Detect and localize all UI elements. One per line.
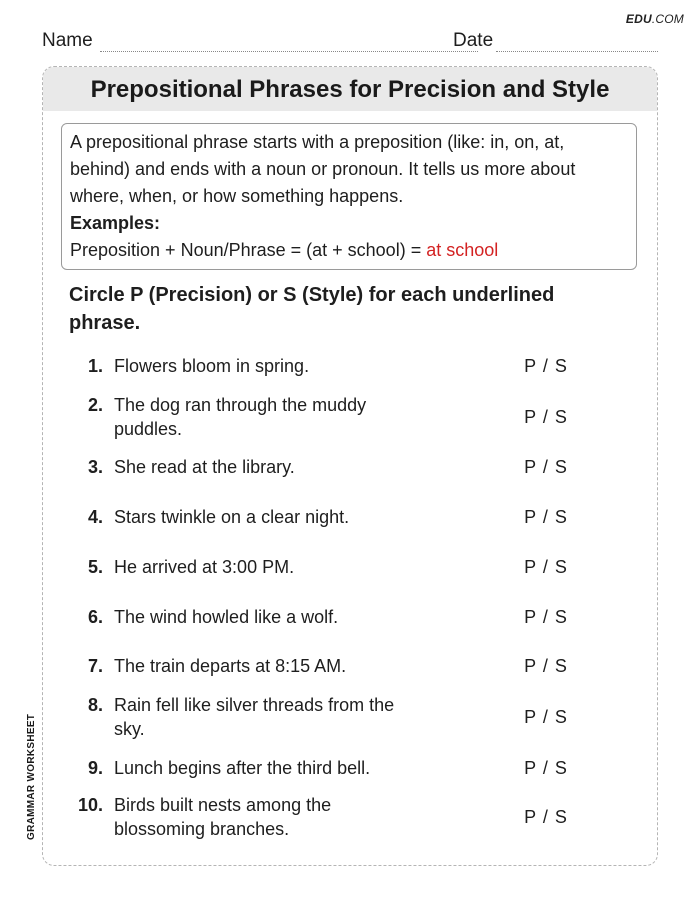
name-label: Name	[42, 30, 93, 51]
question-number: 7.	[87, 656, 103, 676]
question-number: 5.	[87, 557, 103, 577]
name-line[interactable]	[100, 51, 478, 52]
page-title: Prepositional Phrases for Precision and Style	[90, 76, 610, 103]
question-number: 6.	[87, 607, 103, 627]
question-text: Rain fell like silver threads from the sky.	[114, 695, 395, 739]
examples-label: Examples:	[70, 213, 161, 233]
question-text: Birds built nests among the blossoming branches.	[114, 795, 332, 839]
question-number: 4.	[87, 507, 103, 527]
side-label: GRAMMAR WORKSHEET	[26, 713, 37, 840]
question-number: 8.	[87, 695, 103, 715]
question-text: The dog ran through the muddy puddles.	[114, 395, 367, 439]
example-result: at school	[426, 240, 499, 260]
question-number: 9.	[87, 758, 103, 778]
name-date-row	[42, 30, 658, 54]
question-number: 10.	[77, 795, 103, 815]
answer-choice[interactable]: P / S	[524, 707, 568, 727]
answer-choice[interactable]: P / S	[524, 356, 568, 376]
answer-choice[interactable]: P / S	[524, 758, 568, 778]
question-text: She read at the library.	[114, 457, 295, 477]
answer-choice[interactable]: P / S	[524, 656, 568, 676]
answer-choice[interactable]: P / S	[524, 457, 568, 477]
question-text: The train departs at 8:15 AM.	[114, 656, 347, 676]
example-line	[70, 237, 628, 264]
brand-logo: EDU.COM	[625, 12, 684, 26]
answer-choice[interactable]: P / S	[524, 507, 568, 527]
title-bar	[43, 67, 657, 111]
example-formula: Preposition + Noun/Phrase = (at + school) =	[70, 240, 427, 260]
answer-choice[interactable]: P / S	[524, 407, 568, 427]
question-text: Flowers bloom in spring.	[114, 356, 310, 376]
question-number: 3.	[87, 457, 103, 477]
info-box	[61, 123, 637, 270]
answer-choice[interactable]: P / S	[524, 607, 568, 627]
question-number: 1.	[87, 356, 103, 376]
question-text: Lunch begins after the third bell.	[114, 758, 371, 778]
worksheet-panel	[42, 66, 658, 866]
question-text: The wind howled like a wolf.	[114, 607, 339, 627]
date-line[interactable]	[496, 51, 658, 52]
instruction: Circle P (Precision) or S (Style) for each underlined phrase.	[69, 284, 555, 334]
answer-choice[interactable]: P / S	[524, 807, 568, 827]
date-label: Date	[453, 30, 494, 51]
info-text: A prepositional phrase starts with a preposition (like: in, on, at, behind) and ends with a noun or pronoun. It tells us more about where, when, or how something happens.	[70, 132, 576, 206]
question-text: Stars twinkle on a clear night.	[114, 507, 350, 527]
answer-choice[interactable]: P / S	[524, 557, 568, 577]
question-text: He arrived at 3:00 PM.	[114, 557, 295, 577]
question-number: 2.	[87, 395, 103, 415]
